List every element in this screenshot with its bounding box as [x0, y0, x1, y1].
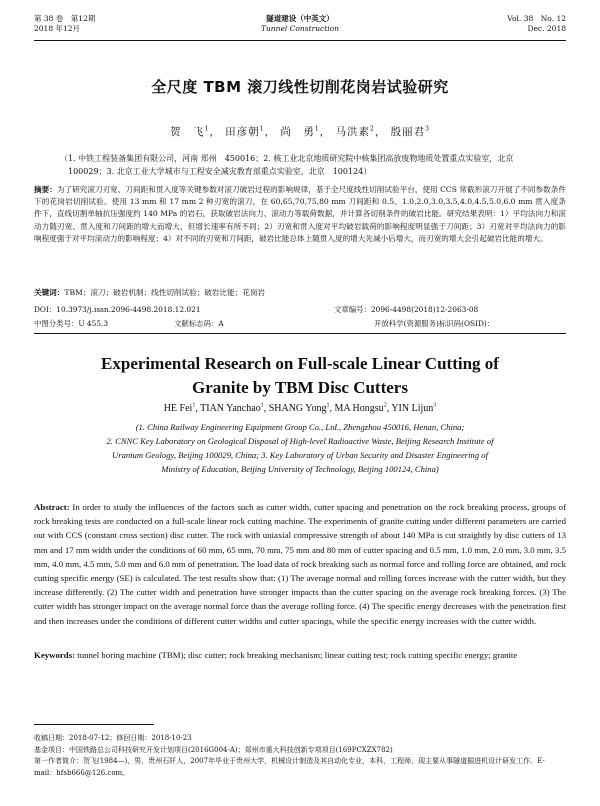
english-title	[0, 352, 600, 400]
issue-date-en: Dec. 2018	[527, 23, 566, 33]
author: SHANG Yong$^1$	[268, 402, 330, 414]
chinese-affiliation: （1. 中铁工程装备集团有限公司，河南 郑州 450016；2. 核工业北京地质研究院中核集团高放废物地质处置重点实验室，北京 100029；3. 北京工业大学城市与工程安全减灾教育部重点实验室，北京 100124）	[60, 154, 522, 176]
abstract-text: In order to study the influences of the factors such as cutter width, cutter spacing and penetration on the rock breaking process, groups of rock breaking tests are conducted on a full-scale linear rock cutting machine. The experiments of granite cutting under different parameters are carried out with CCS (constant cross section) disc cutter. The rock with uniaxial compressive strength of about 140 MPa is cut straightly by disc cutters of 13 mm and 17 mm width under the conditions of 60 mm, 65 mm, 70 mm, 75 mm and 80 mm of cutter spacing and 0.5 mm, 1.0 mm, 2.0 mm, 3.0 mm, 3.5 mm, 4.0 mm, 4.5 mm, 5.0 mm and 6.0 mm of penetration. The load data of rock breaking such as normal force and rolling force are obtained, and rock cutting specific energy (SE) is calculated. The test results show that: (1) The average normal and rolling forces increase with the cutter width, but they increase differently. (2) The cutter width and penetration have stronger impacts than the cutter spacing on the average rock breaking forces. (3) The cutter width has stronger impact on the average normal force than the average rolling force. (4) The specific energy decreases with the penetration first and then increases under the conditions of different cutter widths and cutter spacings, while the specific energy increases with the cutter width.	[34, 502, 567, 626]
volume-issue-en: Vol. 38 No. 12	[507, 14, 566, 23]
abstract-label: 摘要：	[34, 185, 57, 194]
header-center	[34, 14, 566, 33]
chinese-title: 全尺度 TBM 滚刀线性切削花岗岩试验研究	[151, 78, 449, 96]
author: 马洪素$^2$	[335, 125, 375, 138]
chinese-abstract	[34, 184, 566, 245]
keywords-text: TBM；滚刀；破岩机制；线性切削试验；破岩比能；花岗岩	[64, 288, 266, 297]
abstract-label: Abstract:	[34, 502, 70, 512]
journal-name-zh: 隧道建设（中英文）	[266, 14, 334, 23]
chinese-keywords	[34, 287, 566, 298]
affiliation-line: 2. CNNC Key Laboratory on Geological Disposal of High-level Radioactive Waste, Beijing Research Institute of	[106, 436, 494, 446]
clc-number: 中图分类号：U 455.3	[34, 319, 109, 328]
osid-label: 开放科学(资源服务)标识码(OSID)：	[374, 319, 495, 328]
affiliation-line: Uranium Geology, Beijing 100029, China; 3. Key Laboratory of Urban Security and Disaster Engineering of	[112, 450, 488, 460]
volume-issue: 第 38 卷 第12期	[34, 14, 96, 23]
footnotes	[34, 733, 566, 779]
abstract-text: 为了研究滚刀刃宽、刀间距和贯入度等关键参数对滚刀破岩过程的影响规律，基于全尺度线性切削试验平台，使用 CCS 常截形滚刀开展了不同参数条件下的花岗岩切削试验。使用 13 mm 和 17 mm 2 种刃宽的滚刀，在 60,65,70,75,80 mm 刀间距和 0.5、1.0,2.0,3.0,3.5,4.0,4.5,5.0,6.0 mm 贯入度条件下，直线切割单轴抗压强度约 140 MPa 的岩石，获取破岩法向力、滚动力等载荷数据，并计算各切削条件的破岩比能。研究结果表明：1）平均法向力和滚动力随刃宽、贯入度和刀间距的增大而增大，但增长速率有所不同；2）刃宽和贯入度对平均破岩载荷的影响程度明显强于刀间距；3）刃宽对平均法向力的影响程度强于对平均滚动力的影响程度；4）对不同的刃宽和刀间距，破岩比能总体上随贯入度的增大先减小后增大，而刃宽的增大会引起破岩比能的增大。	[34, 185, 566, 243]
doi: DOI：10.3973/j.issn.2096-4498.2018.12.021	[34, 305, 201, 314]
english-keywords	[34, 648, 566, 662]
affiliation-line: Ministry of Education, Beijing University of Technology, Beijing 100124, China)	[161, 464, 439, 474]
page-header	[34, 14, 566, 40]
keywords-text: tunnel boring machine (TBM); disc cutter; rock breaking mechanism; linear cutting test; rock cutting specific energy; granite	[77, 650, 518, 660]
journal-name-en: Tunnel Construction	[260, 23, 340, 33]
author: 尚 勇$^1$	[280, 125, 320, 138]
document-code: 文献标志码：A	[174, 319, 224, 328]
issue-date: 2018 年12月	[34, 23, 81, 33]
english-authors: HE Fei$^1$, TIAN Yanchao$^1$, SHANG Yong$^1$, MA Hongsu$^2$, YIN Lijun$^3$	[163, 402, 437, 414]
meta-rule	[34, 333, 566, 334]
author: 贺 飞$^1$	[169, 125, 210, 138]
chinese-authors: 贺 飞$^1$， 田彦朝$^1$， 尚 勇$^1$， 马洪素$^2$， 殷丽君$^3$	[169, 125, 430, 138]
english-title-line: Granite by TBM Disc Cutters	[192, 378, 408, 397]
received-dates: 收稿日期：2018-07-12；修回日期：2018-10-23	[34, 734, 192, 742]
author: 殷丽君$^3$	[390, 125, 430, 138]
keywords-label: Keywords:	[34, 650, 76, 660]
article-number: 文章编号：2096-4498(2018)12-2063-08	[334, 305, 479, 314]
footnote-rule	[34, 724, 154, 725]
english-title-line: Experimental Research on Full-scale Linear Cutting of	[101, 354, 499, 373]
affiliation-line: (1. China Railway Engineering Equipment Group Co., Ltd., Zhengzhou 450016, Henan, China;	[135, 422, 465, 432]
author: 田彦朝$^1$	[225, 125, 265, 138]
author: YIN Lijun$^3$	[391, 402, 437, 414]
author-bio: 第一作者简介：贺飞(1984—)，男，贵州石阡人，2007年毕业于贵州大学，机械设计制造及其自动化专业，本科，工程师，现主要从事隧道掘进机设计研发工作。E-mail：hfsb666@126.com。	[34, 757, 545, 777]
header-right	[507, 14, 566, 33]
keywords-label: 关键词：	[34, 288, 65, 297]
author: TIAN Yanchao$^1$	[200, 402, 264, 414]
author: HE Fei$^1$	[163, 402, 196, 414]
english-affiliation	[36, 420, 564, 476]
funding: 基金项目：中国铁路总公司科技研究开发计划项目(2016G004-A)；郑州市重大科技创新专项项目(169PCXZX782)	[34, 745, 393, 754]
english-abstract	[34, 500, 566, 628]
author: MA Hongsu$^2$	[334, 402, 387, 414]
header-rule	[34, 40, 566, 41]
